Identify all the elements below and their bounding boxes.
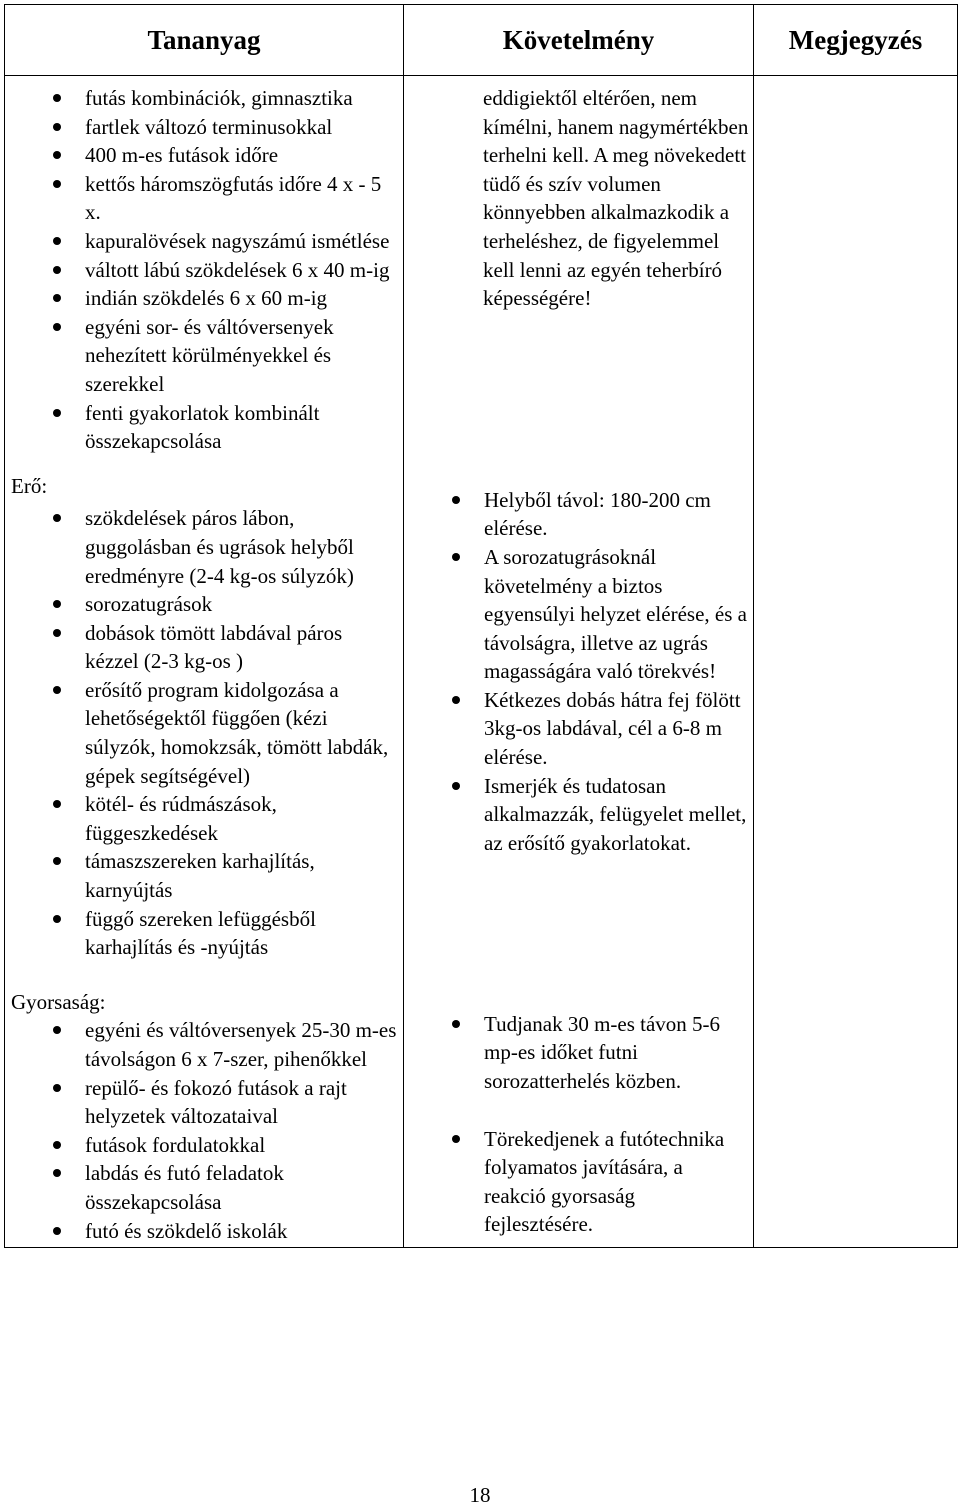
tananyag-list [5,1016,403,1245]
list-item: Ismerjék és tudatosan alkalmazzák, felügyelet mellet, az erősítő gyakorlatokat. [404,772,753,858]
table-header-row [5,5,958,76]
kovetelmeny-cell [404,468,754,976]
table-row-ero [5,468,958,976]
kovetelmeny-cell [404,976,754,1248]
page-number: 18 [469,1483,491,1507]
list-item: labdás és futó feladatok összekapcsolása [5,1159,403,1216]
tananyag-list [5,84,403,456]
list-item: A sorozatugrásoknál követelmény a biztos egyensúlyi helyzet elérése, és a távolságra, illetve az ugrás magasságára való törekvés! [404,543,753,686]
kovetelmeny-cell [404,76,754,468]
megjegyzes-cell [754,468,958,976]
tananyag-cell [5,76,404,468]
curriculum-table [4,4,958,1248]
list-item: kapuralövések nagyszámú ismétlése [5,227,403,256]
list-item: függő szereken lefüggésből karhajlítás és -nyújtás [5,905,403,962]
table-row-endurance [5,76,958,468]
list-item: 400 m-es futások időre [5,141,403,170]
list-item: támaszszereken karhajlítás, karnyújtás [5,847,403,904]
list-item: sorozatugrások [5,590,403,619]
list-item: futó és szökdelő iskolák [5,1217,403,1246]
list-item: kötél- és rúdmászások, függeszkedések [5,790,403,847]
list-item: szökdelések páros lábon, guggolásban és ugrások helyből eredményre (2-4 kg-os súlyzók) [5,504,403,590]
header-kovetelmeny: Követelmény [404,5,754,76]
megjegyzes-cell [754,976,958,1248]
list-item: repülő- és fokozó futások a rajt helyzetek változataival [5,1074,403,1131]
header-megjegyzes: Megjegyzés [754,5,958,76]
kovetelmeny-list [404,1010,753,1239]
list-item: dobások tömött labdával páros kézzel (2-3 kg-os ) [5,619,403,676]
kovetelmeny-list [404,486,753,858]
section-title-gyorsasag: Gyorsaság: [11,989,106,1014]
tananyag-list [5,504,403,962]
list-item: kettős háromszögfutás időre 4 x - 5 x. [5,170,403,227]
list-item: fenti gyakorlatok kombinált összekapcsolása [5,399,403,456]
table-row-gyorsasag [5,976,958,1248]
list-item: váltott lábú szökdelések 6 x 40 m-ig [5,256,403,285]
list-item: fartlek változó terminusokkal [5,113,403,142]
list-item: egyéni sor- és váltóversenyek nehezített körülményekkel és szerekkel [5,313,403,399]
list-item: Tudjanak 30 m-es távon 5-6 mp-es időket futni sorozatterhelés közben. [404,1010,753,1096]
list-item: futás kombinációk, gimnasztika [5,84,403,113]
header-tananyag: Tananyag [5,5,404,76]
tananyag-cell [5,468,404,976]
list-item: Kétkezes dobás hátra fej fölött 3kg-os labdával, cél a 6-8 m elérése. [404,686,753,772]
list-item: Helyből távol: 180-200 cm elérése. [404,486,753,543]
section-title-ero: Erő: [11,473,48,498]
kovetelmeny-text: eddigiektől eltérően, nem kímélni, hanem nagymértékben terhelni kell. A meg növekedett tüdő és szív volumen könnyebben alkalmazkodik a terheléshez, de figyelemmel kell lenni az egyén teherbíró képességére! [483,86,749,311]
list-item: egyéni és váltóversenyek 25-30 m-es távolságon 6 x 7-szer, pihenőkkel [5,1016,403,1073]
tananyag-cell [5,976,404,1248]
list-item: erősítő program kidolgozása a lehetőségektől függően (kézi súlyzók, homokzsák, tömött labdák, gépek segítségével) [5,676,403,790]
megjegyzes-cell [754,76,958,468]
list-item: Törekedjenek a futótechnika folyamatos javítására, a reakció gyorsaság fejlesztésére. [404,1125,753,1239]
list-item: futások fordulatokkal [5,1131,403,1160]
list-item: indián szökdelés 6 x 60 m-ig [5,284,403,313]
